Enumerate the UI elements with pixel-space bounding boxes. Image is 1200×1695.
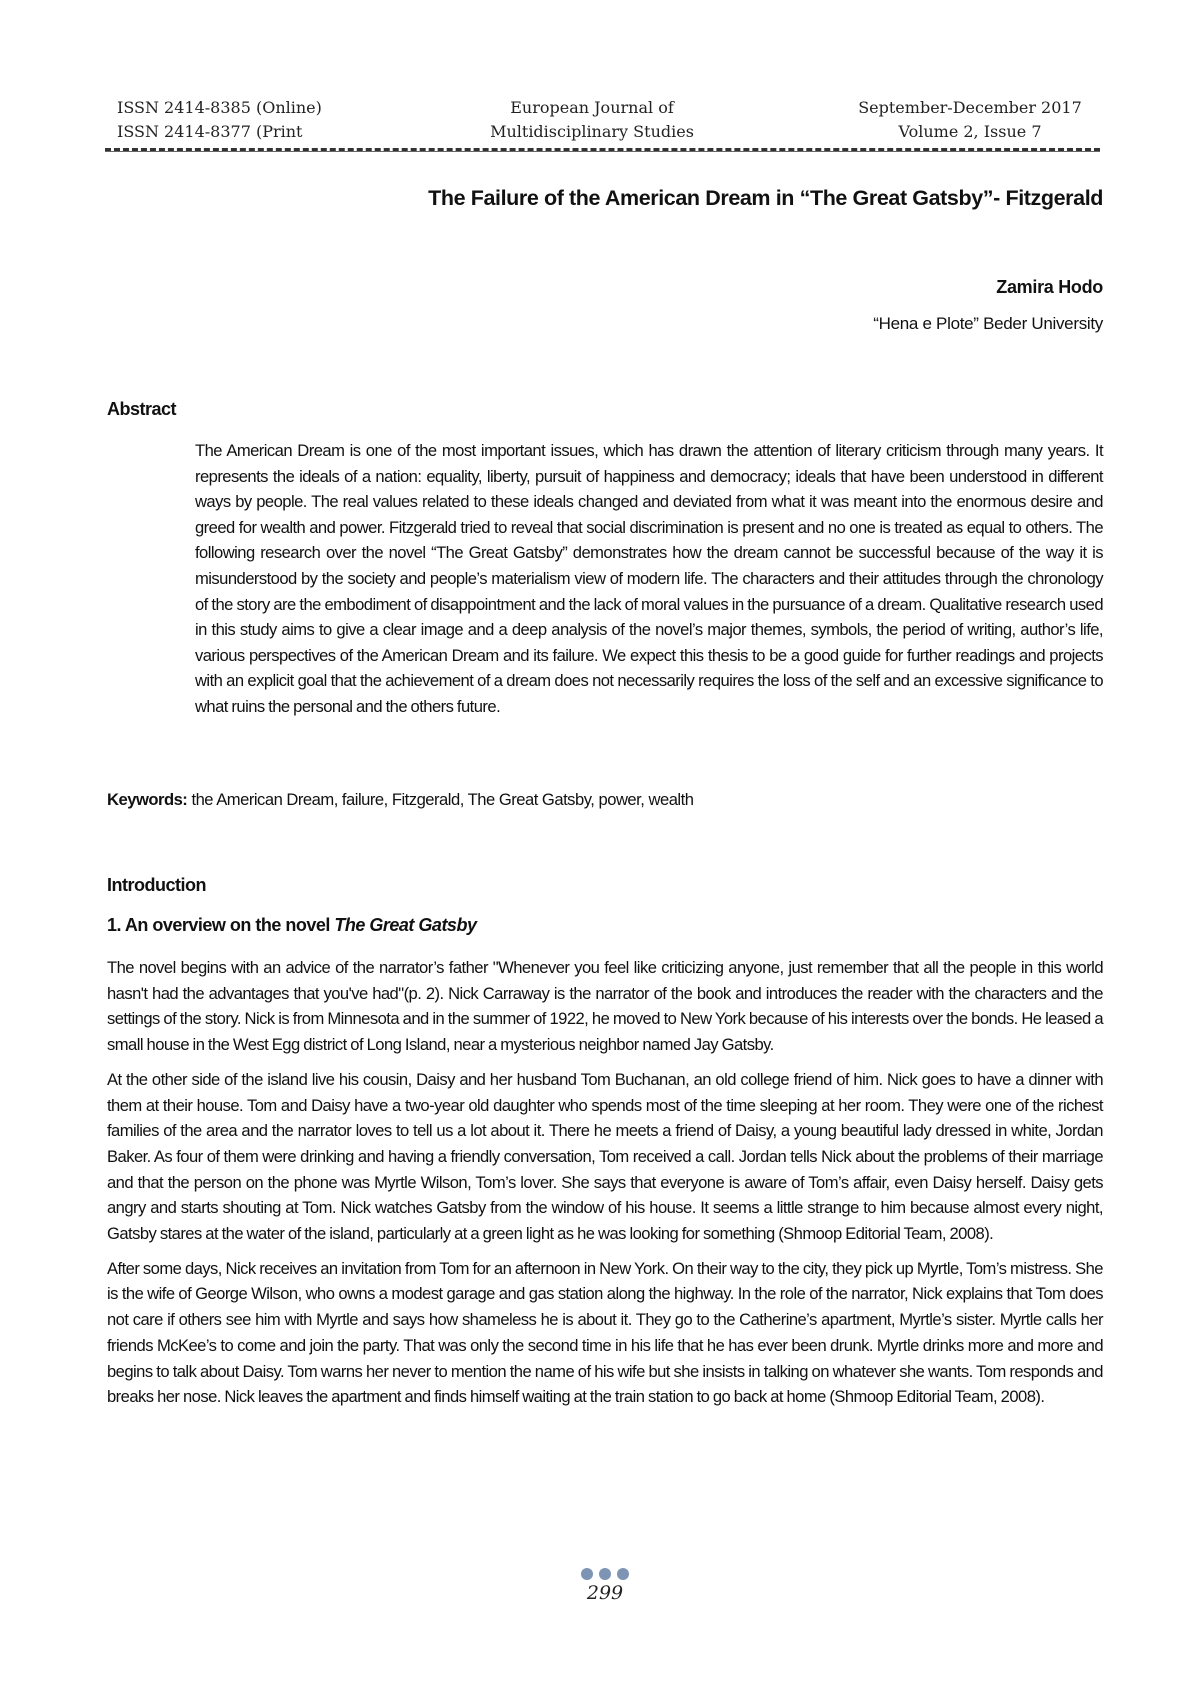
section-1-heading (107, 915, 476, 936)
introduction-body (107, 955, 1103, 1419)
keywords-line (107, 790, 1103, 810)
keywords-label: Keywords: (107, 790, 188, 809)
issn-online: ISSN 2414-8385 (Online) (117, 98, 322, 117)
footer-dot (581, 1568, 593, 1580)
journal-name-line2: Multidisciplinary Studies (490, 122, 694, 141)
header-issue (820, 96, 1120, 144)
introduction-heading: Introduction (107, 875, 206, 895)
footer-dot (599, 1568, 611, 1580)
section-1-prefix: 1. An overview on the novel (107, 915, 335, 935)
section-1-book-title: The Great Gatsby (334, 915, 477, 935)
abstract-heading: Abstract (107, 399, 177, 419)
keywords-list: the American Dream, failure, Fitzgerald, The Great Gatsby, power, wealth (187, 790, 694, 809)
page-number: 299 (586, 1582, 624, 1604)
header-journal (452, 96, 732, 144)
paragraph: After some days, Nick receives an invitation from Tom for an afternoon in New York. On their way to the city, they pick up Myrtle, Tom’s mistress. She is the wife of George Wilson, who owns a modest garage and gas station along the highway. In the role of the narrator, Nick explains that Tom does not care if others see him with Myrtle and says how shameless he is about it. They go to the Catherine’s apartment, Myrtle’s sister. Myrtle calls her friends McKee’s to come and join the party. That was only the second time in his life that he has ever been drunk. Myrtle drinks more and more and begins to talk about Daisy. Tom warns her never to mention the name of his wife but she insists in talking on whatever she wants. Tom responds and breaks her nose. Nick leaves the apartment and finds himself waiting at the train station to go back at home (Shmoop Editorial Team, 2008). (107, 1258, 1103, 1407)
issue-volume: Volume 2, Issue 7 (898, 122, 1042, 141)
paragraph: At the other side of the island live his cousin, Daisy and her husband Tom Buchanan, an old college friend of him. Nick goes to have a dinner with them at their house. Tom and Daisy have a two-year old daughter who spends most of the time sleeping at her room. They were one of the richest families of the area and the narrator loves to tell us a lot about it. There he meets a friend of Daisy, a young beautiful lady dressed in white, Jordan Baker. As four of them were drinking and having a friendly conversation, Tom received a call. Jordan tells Nick about the problems of their marriage and that the person on the phone was Myrtle Wilson, Tom’s lover. She says that everyone is aware of Tom’s affair, even Daisy herself. Daisy gets angry and starts shouting at Tom. Nick watches Gatsby from the window of his house. It seems a little strange to him because almost every night, Gatsby stares at the water of the island, particularly at a green light as he was looking for something (Shmoop Editorial Team, 2008). (107, 1069, 1103, 1244)
header-issn (117, 96, 322, 144)
issue-date: September-December 2017 (858, 98, 1082, 117)
author-affiliation: “Hena e Plote” Beder University (873, 314, 1103, 333)
article-title: The Failure of the American Dream in “The Great Gatsby”- Fitzgerald (428, 186, 1103, 210)
footer-dot (617, 1568, 629, 1580)
page-footer (560, 1568, 650, 1604)
author-name: Zamira Hodo (996, 277, 1103, 297)
journal-name-line1: European Journal of (510, 98, 674, 117)
footer-dots (560, 1568, 650, 1580)
abstract-body: The American Dream is one of the most important issues, which has drawn the attention of literary criticism through many years. It represents the ideals of a nation: equality, liberty, pursuit of happiness and democracy; ideals that have been understood in different ways by people. The real values related to these ideals changed and deviated from what it was meant into the enormous desire and greed for wealth and power. Fitzgerald tried to reveal that social discrimination is present and no one is treated as equal to others. The following research over the novel “The Great Gatsby” demonstrates how the dream cannot be successful because of the way it is misunderstood by the society and people’s materialism view of modern life. The characters and their attitudes through the chronology of the story are the embodiment of disappointment and the lack of moral values in the pursuance of a dream. Qualitative research used in this study aims to give a clear image and a deep analysis of the novel’s major themes, symbols, the period of writing, author’s life, various perspectives of the American Dream and its failure. We expect this thesis to be a good guide for further readings and projects with an explicit goal that the achievement of a dream does not necessarily requires the loss of the self and an excessive significance to what ruins the personal and the others future. (195, 441, 1103, 716)
issn-print: ISSN 2414-8377 (Print (117, 122, 303, 141)
paragraph: The novel begins with an advice of the narrator’s father "Whenever you feel like criticizing anyone, just remember that all the people in this world hasn't had the advantages that you've had"(p. 2). Nick Carraway is the narrator of the book and introduces the reader with the characters and the settings of the story. Nick is from Minnesota and in the summer of 1922, he moved to New York because of his interests over the bonds. He leased a small house in the West Egg district of Long Island, near a mysterious neighbor named Jay Gatsby. (107, 958, 1103, 1055)
header-divider-underline (105, 151, 1100, 152)
